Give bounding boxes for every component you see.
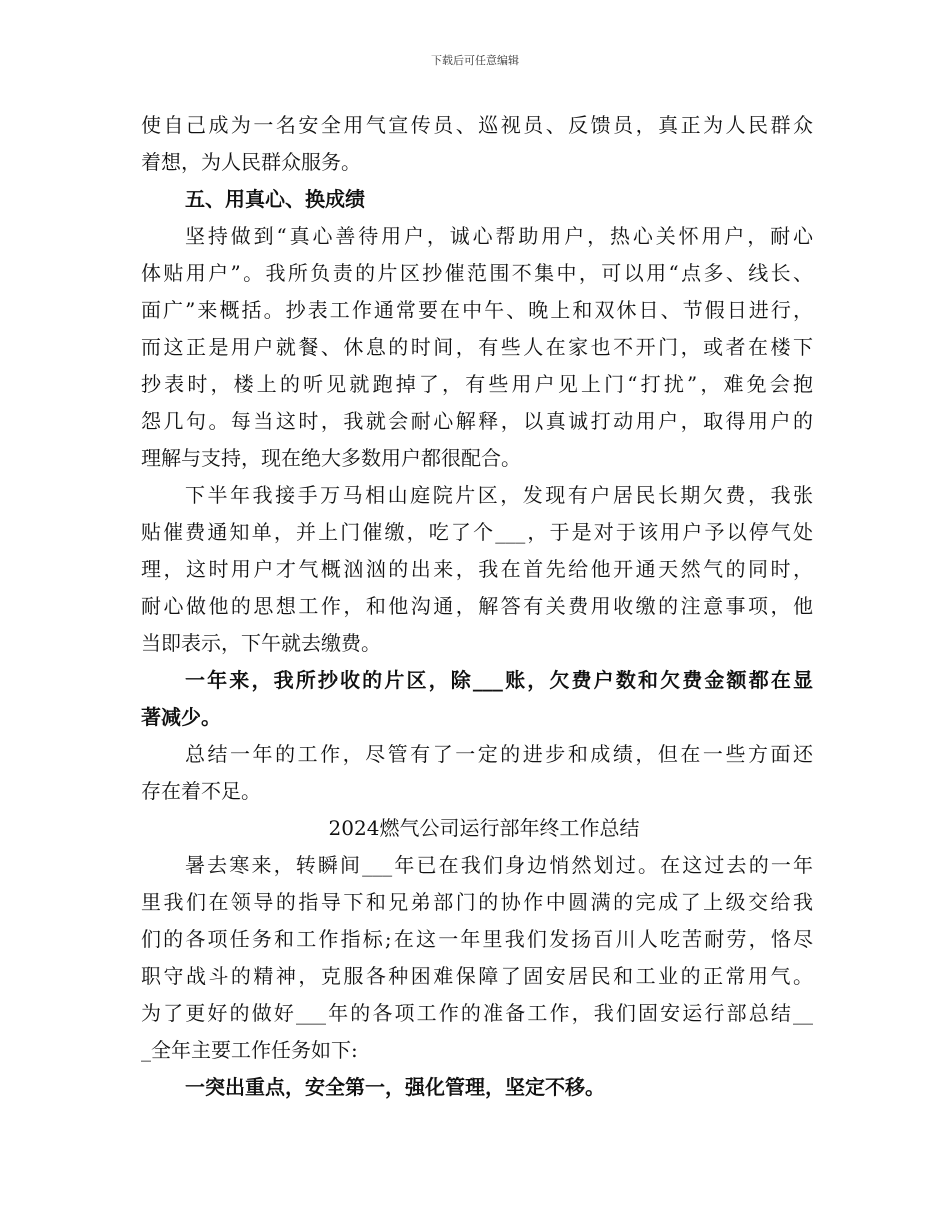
paragraph-line: 理解与支持，现在绝大多数用户都很配合。 bbox=[141, 446, 521, 470]
section-heading: 五、用真心、换成绩 bbox=[185, 187, 365, 211]
paragraph-line: 怨几句。每当这时，我就会耐心解释，以真诚打动用户，取得用户的 bbox=[141, 409, 813, 433]
paragraph-line: 而这正是用户就餐、休息的时间，有些人在家也不开门，或者在楼下 bbox=[141, 335, 813, 359]
paragraph-line: 下半年我接手万马相山庭院片区，发现有户居民长期欠费，我张 bbox=[185, 483, 813, 507]
paragraph-line: 存在着不足。 bbox=[141, 779, 261, 803]
paragraph-line: 们的各项任务和工作指标;在这一年里我们发扬百川人吃苦耐劳，恪尽 bbox=[141, 927, 813, 951]
paragraph-line: 耐心做他的思想工作，和他沟通，解答有关费用收缴的注意事项，他 bbox=[141, 594, 813, 618]
paragraph-line: 当即表示，下午就去缴费。 bbox=[141, 631, 381, 655]
paragraph-line: 为了更好的做好___年的各项工作的准备工作，我们固安运行部总结__ bbox=[141, 1001, 813, 1025]
paragraph-line: 抄表时，楼上的听见就跑掉了，有些用户见上门“打扰”，难免会抱 bbox=[141, 372, 813, 396]
paragraph-line: 里我们在领导的指导下和兄弟部门的协作中圆满的完成了上级交给我 bbox=[141, 890, 813, 914]
bold-paragraph-line: 著减少。 bbox=[141, 705, 221, 729]
paragraph-line: 面广”来概括。抄表工作通常要在中午、晚上和双休日、节假日进行， bbox=[141, 298, 813, 322]
paragraph-line: 使自己成为一名安全用气宣传员、巡视员、反馈员，真正为人民群众 bbox=[141, 113, 813, 137]
paragraph-line: 职守战斗的精神，克服各种困难保障了固安居民和工业的正常用气。 bbox=[141, 964, 813, 988]
document-body bbox=[141, 107, 813, 1106]
page-header: 下载后可任意编辑 bbox=[431, 54, 519, 67]
bold-paragraph-line: 一年来，我所抄收的片区，除___账，欠费户数和欠费金额都在显 bbox=[185, 668, 813, 692]
document-title: 2024燃气公司运行部年终工作总结 bbox=[328, 816, 640, 840]
paragraph-line: 理，这时用户才气概汹汹的出来，我在首先给他开通天然气的同时， bbox=[141, 557, 813, 581]
paragraph-line: 贴催费通知单，并上门催缴，吃了个___，于是对于该用户予以停气处 bbox=[141, 520, 813, 544]
paragraph-line: 暑去寒来，转瞬间___年已在我们身边悄然划过。在这过去的一年 bbox=[185, 853, 813, 877]
paragraph-line: 总结一年的工作，尽管有了一定的进步和成绩，但在一些方面还 bbox=[185, 742, 813, 766]
section-heading: 一突出重点，安全第一，强化管理，坚定不移。 bbox=[185, 1075, 605, 1099]
paragraph-line: 坚持做到“真心善待用户，诚心帮助用户，热心关怀用户，耐心 bbox=[185, 224, 813, 248]
paragraph-line: _全年主要工作任务如下: bbox=[141, 1038, 358, 1062]
paragraph-line: 体贴用户”。我所负责的片区抄催范围不集中，可以用“点多、线长、 bbox=[141, 261, 813, 285]
paragraph-line: 着想，为人民群众服务。 bbox=[141, 150, 361, 174]
